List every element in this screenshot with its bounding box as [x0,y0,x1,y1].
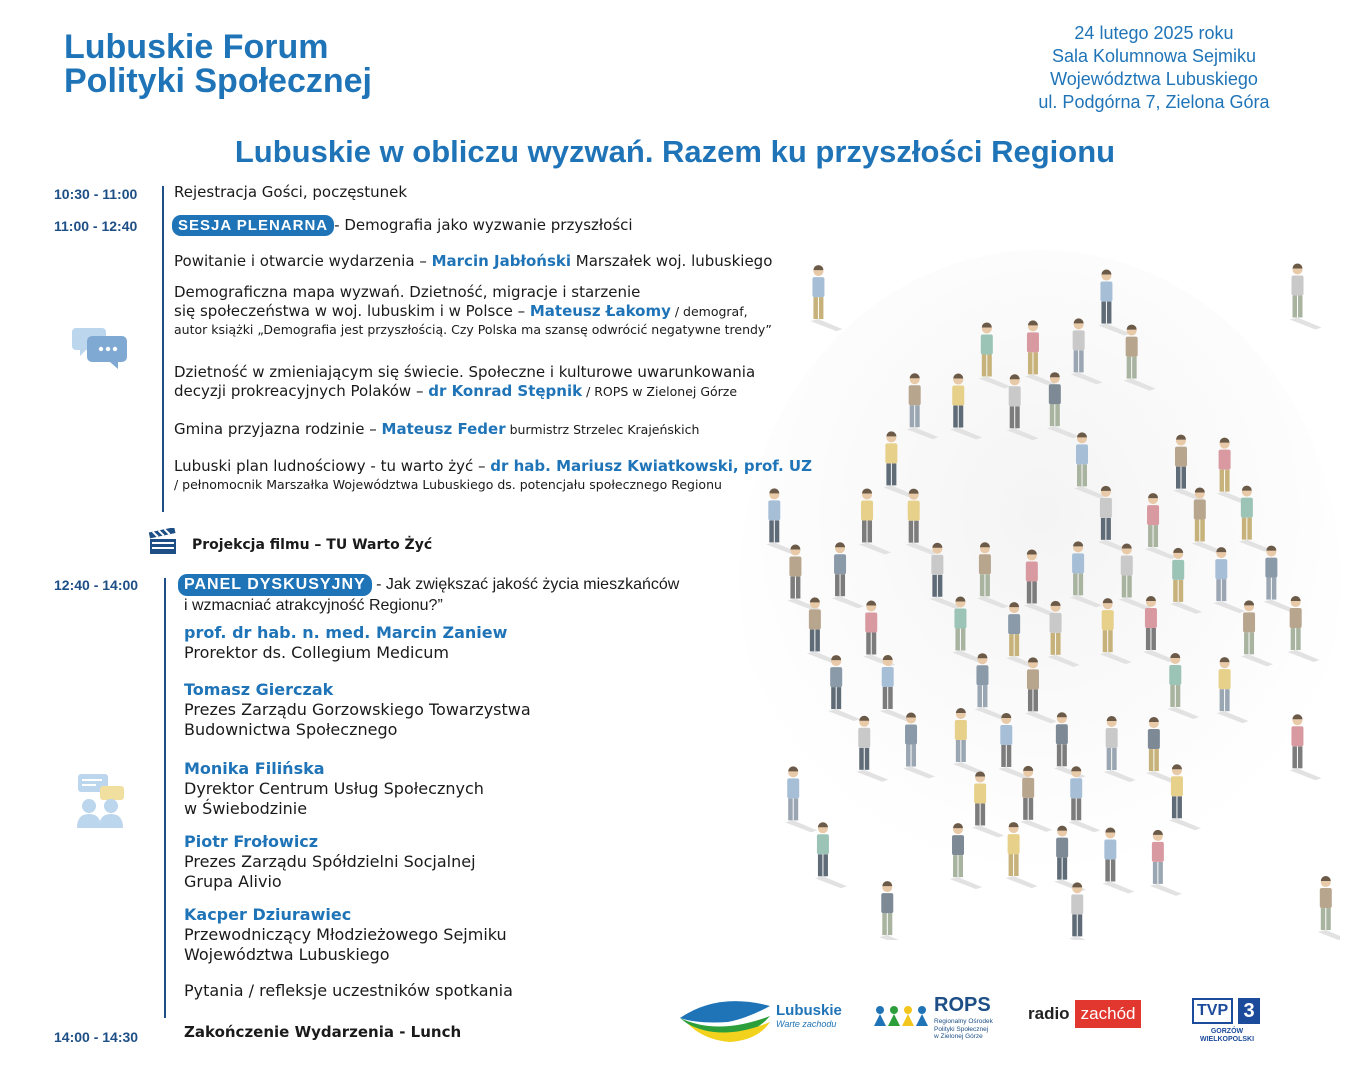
tvp-line2: WIELKOPOLSKI [1199,1036,1255,1043]
rops-subtitle [934,1018,993,1041]
time-plenary: 11:00 - 12:40 [54,218,138,234]
rops-line2: Polityki Społecznej [934,1025,989,1033]
event-date: 24 lutego 2025 roku [1074,23,1234,43]
talk3-speaker: Mateusz Feder [381,420,506,438]
panel-title-line1: - Jak zwiększać jakość życia mieszkańców [376,576,680,593]
radio-zachod-logo [1028,1000,1141,1032]
rops-logo [872,994,1002,1048]
talk2-line1: Dzietność w zmieniającym się świecie. Społeczne i kulturowe uwarunkowania [174,363,756,381]
panelist-role: w Świebodzinie [184,799,308,818]
panelist-role: Przewodniczący Młodzieżowego Sejmiku [184,925,507,944]
crowd-illustration [740,250,1340,940]
crowd-person [810,265,842,331]
timeline-line-panel [164,578,166,1018]
panel-heading [178,574,679,616]
event-venue-line1: Sala Kolumnowa Sejmiku [1051,46,1257,66]
talk1-role2: autor książki „Demografia jest przyszłością. Czy Polska ma szansę odwrócić negatywne trendy” [174,322,772,337]
welcome-speaker: Marcin Jabłoński [431,252,572,270]
plenary-title: - Demografia jako wyzwanie przyszłości [334,216,633,234]
panelist-role: Prezes Zarządu Spółdzielni Socjalnej [184,852,476,871]
discussion-people-icon [74,772,126,830]
panelist-role: Prorektor ds. Collegium Medicum [184,643,449,662]
panelist-name: prof. dr hab. n. med. Marcin Zaniew [184,623,508,642]
panelist-role: Prezes Zarządu Gorzowskiego Towarzystwa [184,700,531,719]
panelist-role: Województwa Lubuskiego [184,945,390,964]
panelist-name: Kacper Dziurawiec [184,905,352,924]
panel-badge: PANEL DYSKUSYJNY [178,574,372,596]
closing-text: Zakończenie Wydarzenia - Lunch [184,1023,462,1041]
tvp-name: TVP [1192,998,1233,1024]
talk4-text: Lubuski plan ludnościowy - tu warto żyć – [174,457,491,475]
crowd-person [1290,264,1322,330]
talk2-line2: decyzji prokreacyjnych Polaków – [174,382,429,400]
chat-bubbles-icon [72,324,130,370]
talk4-item [174,457,812,494]
talk4-role: / pełnomocnik Marszałka Województwa Lubuskiego ds. potencjału społecznego Regionu [174,477,722,492]
event-info [1004,22,1304,114]
talk3-item [174,420,699,439]
rops-name: ROPS [934,994,991,1016]
panelist-2 [184,679,531,740]
zachod-word: zachód [1075,1000,1142,1028]
talk1-line1: Demograficzna mapa wyzwań. Dzietność, migracje i starzenie [174,283,641,301]
panelist-name: Piotr Frołowicz [184,832,319,851]
film-text: Projekcja filmu – TU Warto Żyć [192,537,433,553]
panelist-role: Budownictwa Społecznego [184,720,398,739]
welcome-role: Marszałek woj. lubuskiego [571,252,773,270]
tvp-number: 3 [1238,998,1260,1024]
talk2-speaker: dr Konrad Stępnik [428,382,583,400]
main-title: Lubuskie w obliczu wyzwań. Razem ku przyszłości Regionu [234,134,1116,169]
panelist-role: Dyrektor Centrum Usług Społecznych [184,779,484,798]
talk4-speaker: dr hab. Mariusz Kwiatkowski, prof. UZ [490,457,812,475]
welcome-text: Powitanie i otwarcie wydarzenia – [174,252,432,270]
talk1-item [174,283,772,339]
lubuskie-name: Lubuskie [776,1002,842,1019]
time-panel: 12:40 - 14:00 [54,577,139,593]
forum-title [64,30,372,98]
panelist-name: Monika Filińska [184,759,325,778]
tvp-line1: GORZÓW [1210,1028,1244,1035]
panel-title-line2: i wzmacniać atrakcyjność Regionu?” [184,597,443,614]
tvp3-logo [1190,998,1270,1046]
rops-line3: w Zielonej Górze [934,1033,983,1040]
talk2-role: / ROPS w Zielonej Górze [582,384,738,399]
panelist-4 [184,831,476,892]
panelist-1 [184,622,507,663]
rops-line1: Regionalny Ośrodek [934,1018,993,1025]
talk3-text: Gmina przyjazna rodzinie – [174,420,382,438]
panelist-3 [184,758,484,819]
time-registration: 10:30 - 11:00 [54,186,138,202]
talk3-role: burmistrz Strzelec Krajeńskich [505,422,700,437]
time-closing: 14:00 - 14:30 [54,1029,139,1045]
lubuskie-tagline: Warte zachodu [776,1019,837,1029]
forum-title-line1: Lubuskie Forum [64,28,329,66]
talk2-item [174,363,755,401]
talk1-speaker: Mateusz Łakomy [529,302,671,320]
lubuskie-logo [678,996,858,1044]
questions-text: Pytania / refleksje uczestników spotkania [184,981,513,1000]
crowd-person [815,822,847,888]
crowd-person [879,881,911,940]
crowd-person [1318,876,1340,940]
welcome-item [174,252,772,271]
radio-word: radio [1028,1004,1070,1023]
talk1-line2: się społeczeństwa w woj. lubuskim i w Polsce – [174,302,530,320]
registration-text: Rejestracja Gości, poczęstunek [174,183,408,201]
lubuskie-wave-icon [678,996,778,1044]
plenary-heading [172,215,633,236]
talk1-role1: / demograf, [670,304,748,319]
rops-people-icon [872,1000,928,1036]
tvp-region [1190,1028,1264,1044]
clapperboard-icon [148,528,178,556]
event-address: ul. Podgórna 7, Zielona Góra [1038,92,1270,112]
panelist-name: Tomasz Gierczak [184,680,334,699]
forum-title-line2: Polityki Społecznej [64,62,372,100]
event-venue-line2: Województwa Lubuskiego [1050,69,1258,89]
plenary-badge: SESJA PLENARNA [172,215,334,236]
panelist-role: Grupa Alivio [184,872,282,891]
panelist-5 [184,904,507,965]
timeline-line-plenary [162,186,164,512]
